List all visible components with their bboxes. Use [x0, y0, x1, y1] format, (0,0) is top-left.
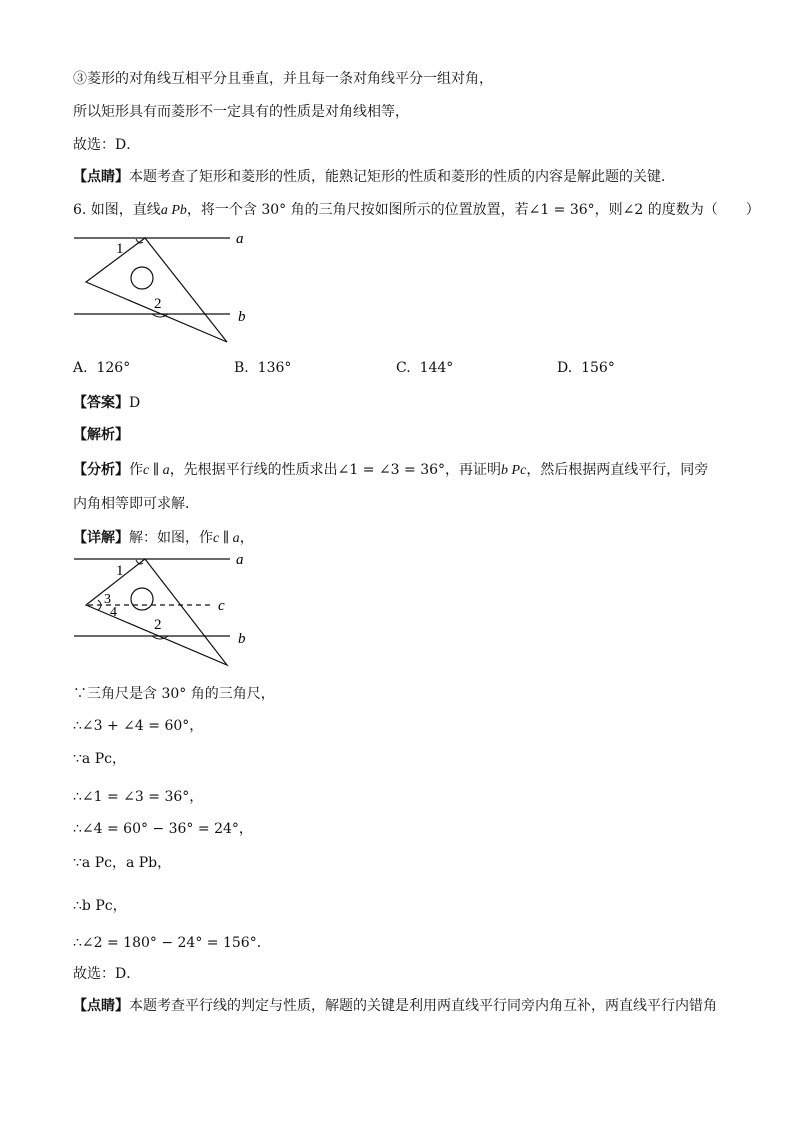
analysis-header: 【解析】: [73, 427, 129, 443]
angle-3-arc: [98, 600, 101, 605]
step-3: ∵a Pc，: [73, 751, 126, 767]
xiangjie-text-2: ，: [239, 530, 254, 546]
option-c-value: 144°: [419, 360, 454, 376]
option-c: [396, 360, 453, 376]
fenxi-text-3: ，然后根据两直线平行，同旁: [526, 462, 709, 478]
fenxi-continued: 内角相等即可求解．: [73, 496, 199, 512]
fenxi-text-1: 作: [129, 462, 143, 478]
step-1: ∵三角尺是含 30° 角的三角尺，: [73, 686, 275, 702]
answer-line: [73, 392, 140, 412]
answer-tag: 【答案】: [73, 395, 129, 411]
xiangjie-text-1: 解：如图，作: [129, 530, 213, 546]
step-9: 故选：D．: [73, 966, 141, 982]
dianjing-tag-2: 【点睛】: [73, 998, 129, 1014]
option-c-label: C.: [396, 360, 411, 376]
step-4: ∴∠1 = ∠3 = 36°，: [73, 789, 204, 805]
step-2: ∴∠3 + ∠4 = 60°，: [73, 718, 204, 734]
text-line-1: ③菱形的对角线互相平分且垂直，并且每一条对角线平分一组对角，: [73, 71, 493, 87]
option-b-value: 136°: [257, 360, 292, 376]
label-a: a: [236, 231, 244, 247]
figure-1: [70, 228, 270, 348]
xiangjie-math: c ∥ a: [213, 531, 240, 546]
fenxi-math-1: c ∥ a: [143, 463, 170, 478]
text-line-3: 故选：D．: [73, 137, 141, 153]
option-a-value: 126°: [96, 360, 131, 376]
text-line-2: 所以矩形具有而菱形不一定具有的性质是对角线相等，: [73, 104, 409, 120]
answer-value: D: [129, 395, 141, 411]
step-7: ∴b Pc，: [73, 898, 127, 914]
question-6-rest: ，将一个含 30° 角的三角尺按如图所示的位置放置，若∠1 = 36°，则∠2 的度数为（ ）: [186, 202, 760, 218]
option-b-label: B.: [234, 360, 249, 376]
label-2: 2: [154, 617, 162, 633]
label-c: c: [218, 598, 225, 614]
question-6-start: 6. 如图，直线: [73, 202, 161, 218]
option-a: [73, 360, 130, 376]
label-3: 3: [104, 592, 111, 607]
step-6: ∵a Pc，a Pb，: [73, 855, 172, 871]
xiangjie-line: [73, 527, 254, 547]
xiangjie-tag: 【详解】: [73, 530, 129, 546]
dianjing-line-2: [73, 995, 717, 1015]
triangle: [86, 238, 227, 342]
option-d-label: D.: [557, 360, 573, 376]
fenxi-line: [73, 459, 708, 479]
step-8: ∴∠2 = 180° − 24° = 156°．: [73, 935, 271, 951]
step-5: ∴∠4 = 60° − 36° = 24°，: [73, 821, 253, 837]
option-d-value: 156°: [581, 360, 615, 376]
dianjing-text-2: 本题考查平行线的判定与性质，解题的关键是利用两直线平行同旁内角互补，两直线平行内错角: [129, 998, 717, 1014]
dianjing-tag: 【点睛】: [73, 169, 129, 185]
hole-circle: [131, 267, 153, 289]
option-a-label: A.: [73, 360, 88, 376]
figure-2: [70, 549, 270, 671]
fenxi-math-2: b Pc: [501, 463, 527, 478]
fenxi-tag: 【分析】: [73, 462, 129, 478]
label-2: 2: [154, 296, 162, 312]
label-4: 4: [110, 605, 117, 620]
dianjing-text: 本题考查了矩形和菱形的性质，能熟记矩形的性质和菱形的性质的内容是解此题的关键．: [129, 169, 675, 185]
triangle: [86, 559, 227, 665]
label-b: b: [238, 631, 246, 647]
label-1: 1: [116, 241, 124, 257]
label-a: a: [236, 552, 244, 568]
hole-circle: [131, 588, 153, 610]
option-b: [234, 360, 291, 376]
label-1: 1: [116, 563, 124, 579]
question-6: [73, 199, 760, 219]
label-b: b: [238, 309, 246, 325]
angle-4-arc: [98, 605, 101, 610]
option-d: [557, 360, 615, 376]
dianjing-line-1: [73, 166, 675, 186]
question-6-math: a Pb: [160, 203, 187, 218]
fenxi-text-2: ，先根据平行线的性质求出∠1 = ∠3 = 36°，再证明: [169, 462, 502, 478]
